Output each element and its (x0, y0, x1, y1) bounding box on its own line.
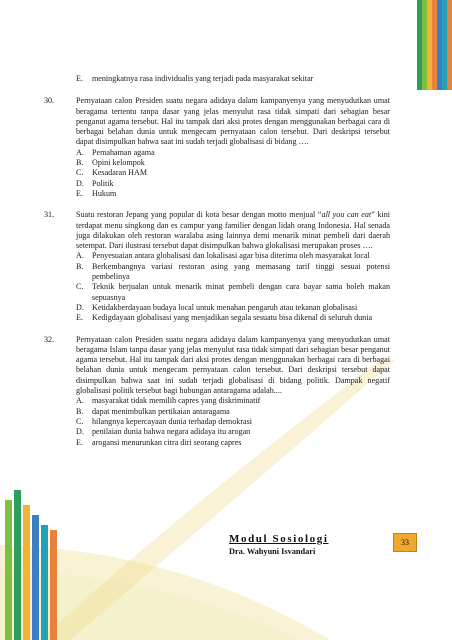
option-text: Kedigdayaan globalisasi yang menjadikan segala sesuatu bisa dikenal di seluruh dunia (92, 313, 373, 323)
option-letter: D. (76, 427, 84, 437)
top-right-color-bars (417, 0, 452, 90)
option-letter: B. (76, 261, 84, 271)
option-text: Ketidakberdayaan budaya local untuk menahan pengaruh atau tekanan globalisasi (92, 302, 358, 312)
option-row (76, 438, 390, 448)
question-stem: Pernyataan calon Presiden suatu negara adidaya dalam kampanyenya yang menyudutkan umat beragama Islam tanpa dasar yang jelas menyulut rasa tidak simpati dari sebagian besar penganut agama tersebut. Hal itu tampak dari aksi protes dengan menggunakan berbagai cara di berbagai belahan dunia untuk mengecam pernyataan calon tersebut. Dari deskripsi tersebut dapat disimpulkan bahwa saat ini sudah terjadi globalisasi di bidang politik. Dampak negatif globalisasi politik tersebut bagi hubungan antaragama adalah.... (76, 334, 390, 396)
module-author: Dra. Wahyuni Isvandari (229, 547, 316, 556)
option-row (76, 396, 390, 406)
option-row (76, 251, 390, 261)
option-row (76, 179, 390, 189)
stem-text: ” kini terdapat menu singkong dan es campur yang familier dengan lidah orang Indonesia. Hal senada juga dilakukan oleh restoran waralaba asing lainnya demi menarik minat pembeli dari daerah setempat. Dari ilustrasi tersebut dapat disimpulkan bahwa glokalisasi merupakan proses …. (76, 210, 390, 251)
question-stem: Pernyataan calon Presiden suatu negara adidaya dalam kampanyenya yang menyudutkan umat beragama tertentu tanpa dasar yang jelas menyulut rasa tidak simpati dari sebagian besar penganut agama tersebut. Hal itu tampak dari aksi protes dengan menggunakan berbagai cara di berbagai belahan dunia untuk mengecam pernyataan calon tersebut. Dari deskripsi tersebut dapat disimpulkan bahwa saat ini sudah terjadi globalisasi di bidang …. (76, 96, 390, 147)
option-letter: E. (76, 437, 83, 447)
color-bar (447, 0, 452, 90)
option-text: meningkatnya rasa individualis yang terjadi pada masyarakat sekitar (92, 74, 314, 83)
question-number: 31. (44, 210, 55, 220)
option-text: Penyesuaian antara globalisasi dan lokalisasi agar bisa diterima oleh masyarakat local (92, 251, 370, 261)
option-text: masyarakat tidak memilih capres yang diskriminatif (92, 396, 261, 406)
module-title: Modul Sosiologi (229, 533, 329, 545)
question-31 (44, 210, 390, 323)
option-row (76, 148, 390, 158)
option-letter: C. (76, 282, 84, 292)
option-letter: E. (76, 74, 83, 83)
question-stem (76, 210, 390, 251)
option-row (76, 158, 390, 168)
stem-text: Suatu restoran Jepang yang popular di kota besar dengan motto menjual “ (76, 210, 322, 220)
option-row (76, 313, 390, 323)
stem-italic-motto: all you can eat (321, 210, 372, 220)
option-letter: A. (76, 396, 84, 406)
option-row (76, 407, 390, 417)
option-text: Teknik berjualan untuk menarik minat pembeli dengan cara bayar sama boleh makan sepuasnya (92, 282, 390, 302)
option-text: Opini kelompok (92, 158, 145, 168)
option-text: Hukum (92, 188, 117, 198)
page-number-badge: 33 (393, 533, 417, 552)
question-number: 32. (44, 334, 55, 344)
option-row (76, 168, 390, 178)
option-text: Kesadaran HAM (92, 168, 148, 178)
option-row (76, 282, 390, 303)
option-row (76, 427, 390, 437)
module-footer (229, 533, 329, 556)
option-text: dapat menimbulkan pertikaian antaragama (92, 406, 230, 416)
option-row (76, 303, 390, 313)
option-letter: D. (76, 302, 84, 312)
option-letter: A. (76, 147, 84, 157)
option-row (76, 189, 390, 199)
option-text: penilaian dunia bahwa negara adidaya itu arogan (92, 427, 251, 437)
option-text: Politik (92, 178, 114, 188)
option-letter: A. (76, 251, 84, 261)
option-letter: E. (76, 188, 83, 198)
option-text: arogansi menurunkan citra diri seorang capres (92, 437, 242, 447)
question-30 (44, 96, 390, 199)
option-row (76, 74, 390, 84)
option-row (76, 417, 390, 427)
option-text: Pemahaman agama (92, 147, 155, 157)
option-text: Berkembangnya variasi restoran asing yang memasang tarif tinggi sesuai potensi pembelinya (92, 261, 390, 282)
option-letter: E. (76, 313, 83, 323)
question-list (44, 74, 390, 448)
option-letter: C. (76, 168, 84, 178)
question-32 (44, 334, 390, 448)
option-letter: B. (76, 158, 84, 168)
question-number: 30. (44, 96, 55, 106)
option-text: hilangnya kepercayaan dunia terhadap demokrasi (92, 416, 253, 426)
option-row (76, 262, 390, 283)
option-letter: B. (76, 406, 84, 416)
option-letter: C. (76, 416, 84, 426)
option-letter: D. (76, 178, 84, 188)
